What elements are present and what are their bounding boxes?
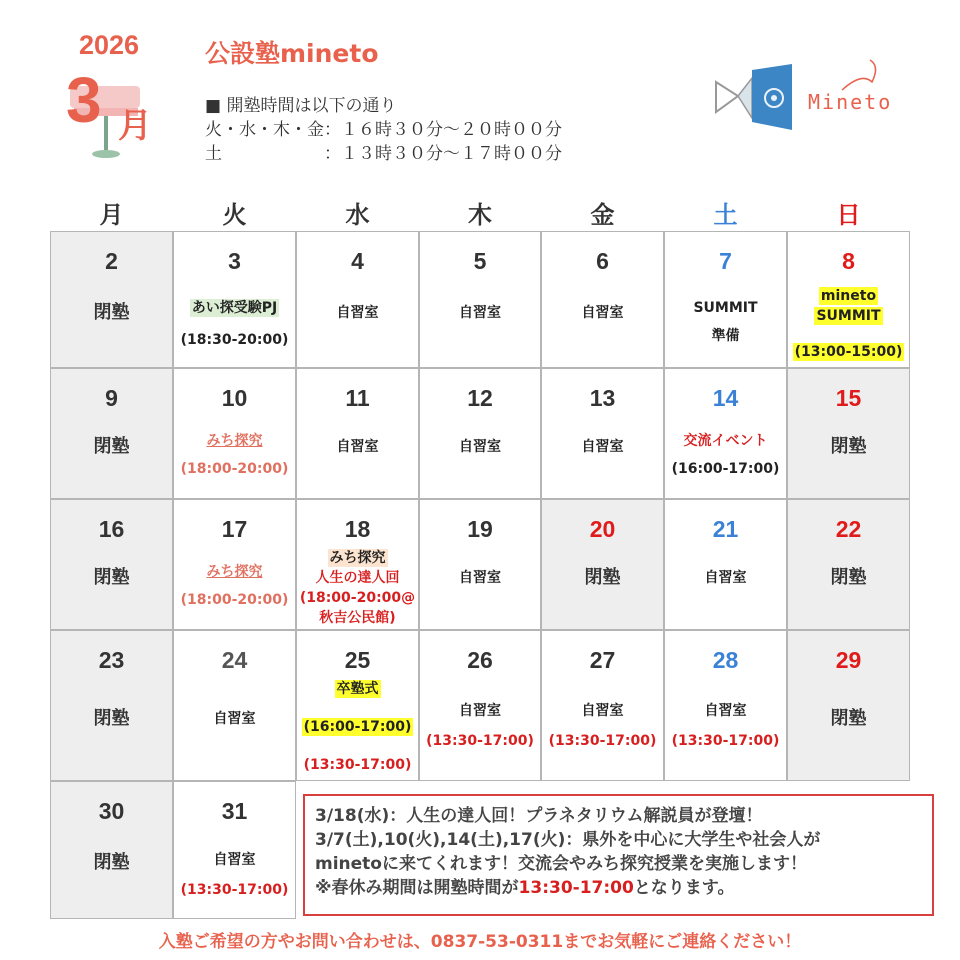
weekday-6: 土 — [713, 201, 738, 229]
day-number: 18 — [344, 516, 371, 542]
day-cell — [419, 630, 541, 781]
day-number: 28 — [712, 647, 739, 673]
weekday-7: 日 — [836, 201, 861, 229]
day-cell — [419, 231, 541, 368]
day-number: 22 — [835, 516, 862, 542]
day-cell — [787, 231, 910, 368]
day-line — [542, 731, 663, 751]
day-cell — [296, 499, 419, 630]
day-line — [665, 431, 786, 451]
day-line — [51, 437, 172, 457]
day-cell — [50, 499, 173, 630]
day-cell — [173, 630, 296, 781]
day-line — [174, 330, 295, 350]
event-label: (13:30-17:00) — [548, 733, 657, 749]
weekday-4: 木 — [468, 201, 492, 229]
notice-line — [315, 876, 922, 900]
event-label: 卒塾式 — [336, 681, 379, 697]
event-label: 自習室 — [581, 305, 624, 321]
hours-title: ■ 開塾時間は以下の通り — [205, 96, 397, 116]
logo-text: Mineto — [808, 90, 893, 114]
day-line — [665, 731, 786, 751]
notice-box — [303, 794, 934, 916]
day-line — [297, 679, 418, 699]
notice-line: 3/7(土),10(火),14(土),17(火)：県外を中心に大学生や社会人が — [315, 830, 821, 850]
event-label: 交流イベント — [683, 433, 768, 449]
event-label: 自習室 — [704, 703, 747, 719]
closed-label: 閉塾 — [93, 302, 130, 323]
day-line — [297, 303, 418, 323]
day-line — [788, 342, 909, 362]
day-cell — [787, 630, 910, 781]
day-number: 26 — [467, 647, 493, 673]
day-cell — [50, 781, 173, 919]
day-number: 30 — [98, 798, 125, 824]
notice-line: minetoに来てくれます！交流会やみち探究授業を実施します！ — [315, 854, 807, 874]
notice-text: ※春休み期間は開塾時間が — [315, 878, 519, 898]
day-line — [420, 303, 540, 323]
event-label: 準備 — [711, 328, 740, 344]
day-cell — [541, 499, 664, 630]
day-number: 21 — [712, 516, 739, 542]
day-number: 2 — [105, 248, 118, 274]
year-label: 2026 — [79, 30, 140, 60]
month-badge — [60, 64, 170, 168]
day-line — [788, 437, 909, 457]
day-cell — [296, 231, 419, 368]
day-line — [420, 437, 540, 457]
event-label: (18:30-20:00) — [180, 332, 289, 348]
event-label: (13:30-17:00) — [303, 757, 412, 773]
day-number: 17 — [221, 516, 248, 542]
closed-label: 閉塾 — [830, 567, 867, 588]
event-label: (13:00-15:00) — [794, 344, 903, 360]
event-label: (13:30-17:00) — [426, 733, 534, 749]
day-number: 8 — [842, 248, 855, 274]
day-line — [51, 709, 172, 729]
day-cell — [664, 368, 787, 499]
day-line — [174, 298, 295, 318]
day-line — [51, 853, 172, 873]
closed-label: 閉塾 — [93, 567, 130, 588]
day-number: 31 — [221, 798, 248, 824]
day-line — [665, 298, 786, 318]
event-label: (13:30-17:00) — [671, 733, 780, 749]
day-line — [788, 286, 909, 306]
event-label: (18:00-20:00) — [180, 592, 289, 608]
day-line — [51, 568, 172, 588]
day-line — [542, 303, 663, 323]
weekday-3: 水 — [345, 201, 370, 229]
day-line — [51, 303, 172, 323]
day-number: 19 — [467, 516, 493, 542]
day-line — [174, 590, 295, 610]
day-number: 4 — [351, 248, 364, 274]
day-number: 12 — [467, 385, 493, 411]
closed-label: 閉塾 — [93, 436, 130, 457]
day-line — [665, 568, 786, 588]
event-label: SUMMIT — [816, 308, 881, 324]
day-line — [174, 709, 295, 729]
day-cell — [296, 368, 419, 499]
day-number: 5 — [473, 248, 487, 274]
event-label: みち探究 — [206, 564, 263, 580]
day-number: 6 — [596, 248, 609, 274]
day-line — [665, 701, 786, 721]
notice-time-highlight: 13:30-17:00 — [518, 878, 634, 898]
day-line — [297, 588, 418, 608]
weekday-1: 月 — [99, 201, 124, 229]
closed-label: 閉塾 — [584, 567, 621, 588]
day-cell — [664, 499, 787, 630]
event-label: (18:00-20:00) — [180, 461, 289, 477]
day-number: 20 — [589, 516, 616, 542]
day-cell — [787, 368, 910, 499]
day-cell — [173, 231, 296, 368]
event-label: あい探受験PJ — [191, 300, 278, 316]
day-cell — [664, 630, 787, 781]
month-number: 3 — [66, 64, 102, 136]
day-number: 24 — [221, 647, 248, 673]
day-number: 9 — [105, 385, 118, 411]
month-kanji: 月 — [118, 106, 152, 146]
day-cell — [50, 630, 173, 781]
day-number: 23 — [98, 647, 125, 673]
event-label: 自習室 — [459, 305, 501, 321]
day-number: 25 — [344, 647, 371, 673]
day-line — [420, 731, 540, 751]
event-label: 自習室 — [459, 570, 501, 586]
event-label: 自習室 — [459, 439, 501, 455]
notice-line: 3/18(水)：人生の達人回！プラネタリウム解説員が登壇！ — [315, 806, 763, 826]
day-line — [174, 562, 295, 582]
notice-text: となります。 — [633, 878, 735, 898]
day-line — [174, 850, 295, 870]
day-line — [297, 755, 418, 775]
event-label: 自習室 — [704, 570, 747, 586]
event-label: mineto — [820, 288, 877, 304]
day-line — [542, 568, 663, 588]
day-number: 3 — [228, 248, 241, 274]
day-line — [665, 459, 786, 479]
event-label: (13:30-17:00) — [180, 882, 289, 898]
contact-footer: 入塾ご希望の方やお問い合わせは、0837-53-0311までお気軽にご連絡ください！ — [158, 932, 802, 952]
day-number: 15 — [835, 385, 862, 411]
day-line — [174, 431, 295, 451]
weekday-2: 火 — [222, 201, 247, 229]
event-label: 自習室 — [213, 711, 256, 727]
day-line — [788, 709, 909, 729]
closed-label: 閉塾 — [93, 852, 130, 873]
day-cell — [50, 231, 173, 368]
event-label: (16:00-17:00) — [303, 719, 412, 735]
day-cell — [173, 368, 296, 499]
opening-hours — [205, 94, 562, 166]
event-label: (18:00-20:00@ — [299, 590, 416, 606]
event-label: 秋吉公民館) — [319, 610, 396, 626]
day-line — [174, 459, 295, 479]
day-number: 29 — [835, 647, 862, 673]
day-cell — [296, 630, 419, 781]
day-number: 10 — [221, 385, 248, 411]
event-label: 自習室 — [581, 703, 624, 719]
day-line — [174, 880, 295, 900]
closed-label: 閉塾 — [830, 708, 867, 729]
day-line — [788, 306, 909, 326]
day-cell — [541, 630, 664, 781]
day-line — [542, 437, 663, 457]
event-label: みち探究 — [329, 550, 386, 566]
day-line — [542, 701, 663, 721]
event-label: 自習室 — [213, 852, 256, 868]
day-line — [297, 717, 418, 737]
event-label: SUMMIT — [693, 300, 758, 316]
event-label: 自習室 — [459, 703, 501, 719]
day-number: 14 — [712, 385, 739, 411]
day-line — [788, 568, 909, 588]
hours-saturday: 土 ：１３時３０分～１７時００分 — [205, 144, 562, 164]
event-label: 自習室 — [336, 305, 379, 321]
event-label: 人生の達人回 — [315, 570, 400, 586]
day-number: 27 — [589, 647, 616, 673]
day-line — [420, 568, 540, 588]
day-cell — [419, 368, 541, 499]
day-line — [420, 701, 540, 721]
event-label: (16:00-17:00) — [671, 461, 780, 477]
day-number: 11 — [345, 385, 370, 411]
day-cell — [541, 231, 664, 368]
day-number: 13 — [589, 385, 616, 411]
day-line — [297, 608, 418, 628]
hours-weekday: 火・水・木・金：１６時３０分～２０時００分 — [205, 120, 562, 140]
day-cell — [173, 781, 296, 919]
day-line — [665, 326, 786, 346]
day-number: 16 — [98, 516, 125, 542]
day-cell — [541, 368, 664, 499]
mineto-logo — [712, 52, 912, 132]
day-cell — [664, 231, 787, 368]
day-cell — [173, 499, 296, 630]
day-line — [297, 548, 418, 568]
day-cell — [787, 499, 910, 630]
day-cell — [419, 499, 541, 630]
day-line — [297, 568, 418, 588]
event-label: みち探究 — [206, 433, 263, 449]
weekday-5: 金 — [590, 201, 615, 229]
school-name: 公設塾mineto — [205, 39, 379, 68]
closed-label: 閉塾 — [830, 436, 867, 457]
closed-label: 閉塾 — [93, 708, 130, 729]
day-number: 7 — [719, 248, 732, 274]
day-line — [297, 437, 418, 457]
day-cell — [50, 368, 173, 499]
event-label: 自習室 — [336, 439, 379, 455]
event-label: 自習室 — [581, 439, 624, 455]
